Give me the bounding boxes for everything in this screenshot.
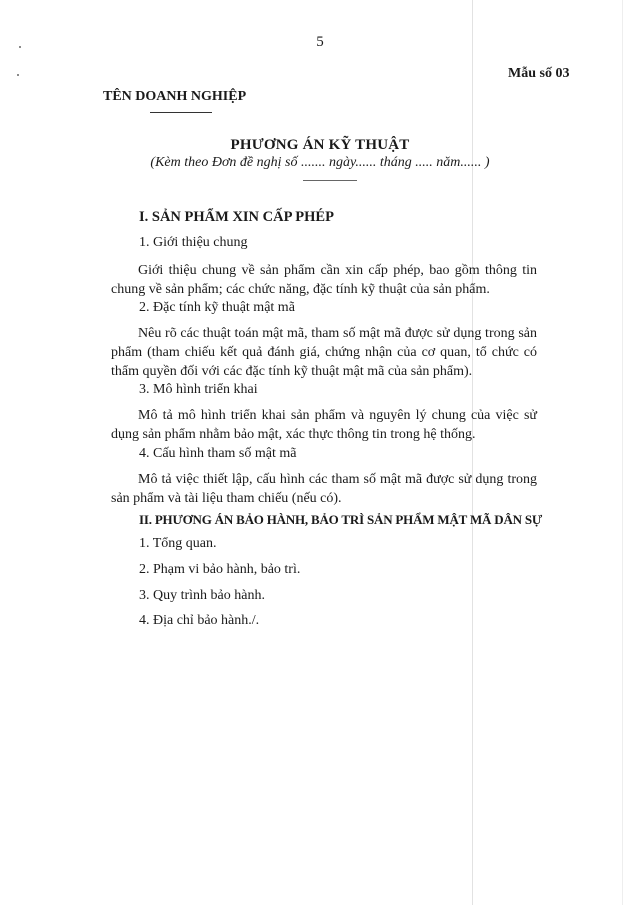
document-title: PHƯƠNG ÁN KỸ THUẬT (230, 137, 410, 153)
section-heading-2: II. PHƯƠNG ÁN BẢO HÀNH, BẢO TRÌ SẢN PHẨM MẬT MÃ DÂN SỰ (139, 512, 543, 527)
list-item: 2. Phạm vi bảo hành, bảo trì. (139, 562, 301, 577)
company-underline (150, 112, 212, 113)
item-label: 1. Giới thiệu chung (139, 235, 248, 250)
list-item: 1. Tổng quan. (139, 536, 217, 551)
page-number: 5 (316, 34, 324, 50)
item-paragraph: Mô tả mô hình triển khai sản phẩm và nguyên lý chung của việc sử dụng sản phẩm nhằm bảo mật, xác thực thông tin trong hệ thống. (111, 408, 537, 442)
list-item: 4. Địa chỉ bảo hành./. (139, 613, 260, 628)
item-label: 3. Mô hình triển khai (139, 382, 258, 397)
scan-speck (17, 74, 19, 76)
section-heading-1: I. SẢN PHẨM XIN CẤP PHÉP (139, 209, 334, 225)
item-paragraph: Nêu rõ các thuật toán mật mã, tham số mật mã được sử dụng trong sản phẩm (tham chiếu kết quả đánh giá, chứng nhận của cơ quan, tổ chức có thẩm quyền đối với các đặc tính kỹ thuật mật mã của sản phẩm). (111, 326, 537, 379)
document-subtitle: (Kèm theo Đơn đề nghị số ....... ngày...... tháng ..... năm...... ) (150, 155, 490, 170)
item-label: 4. Cấu hình tham số mật mã (139, 446, 297, 461)
title-underline (303, 180, 357, 181)
list-item: 3. Quy trình bảo hành. (139, 588, 265, 603)
item-label: 2. Đặc tính kỹ thuật mật mã (139, 300, 295, 315)
item-paragraph: Giới thiệu chung về sản phẩm cần xin cấp phép, bao gồm thông tin chung về sản phẩm; các chức năng, đặc tính kỹ thuật của sản phẩm. (111, 263, 537, 297)
scan-artifact-line (472, 0, 473, 905)
scan-artifact-line (622, 0, 623, 905)
company-name: TÊN DOANH NGHIỆP (103, 89, 247, 104)
form-number: Mẫu số 03 (508, 66, 570, 81)
item-paragraph: Mô tả việc thiết lập, cấu hình các tham số mật mã được sử dụng trong sản phẩm và tài liệu tham chiếu (nếu có). (111, 472, 537, 506)
